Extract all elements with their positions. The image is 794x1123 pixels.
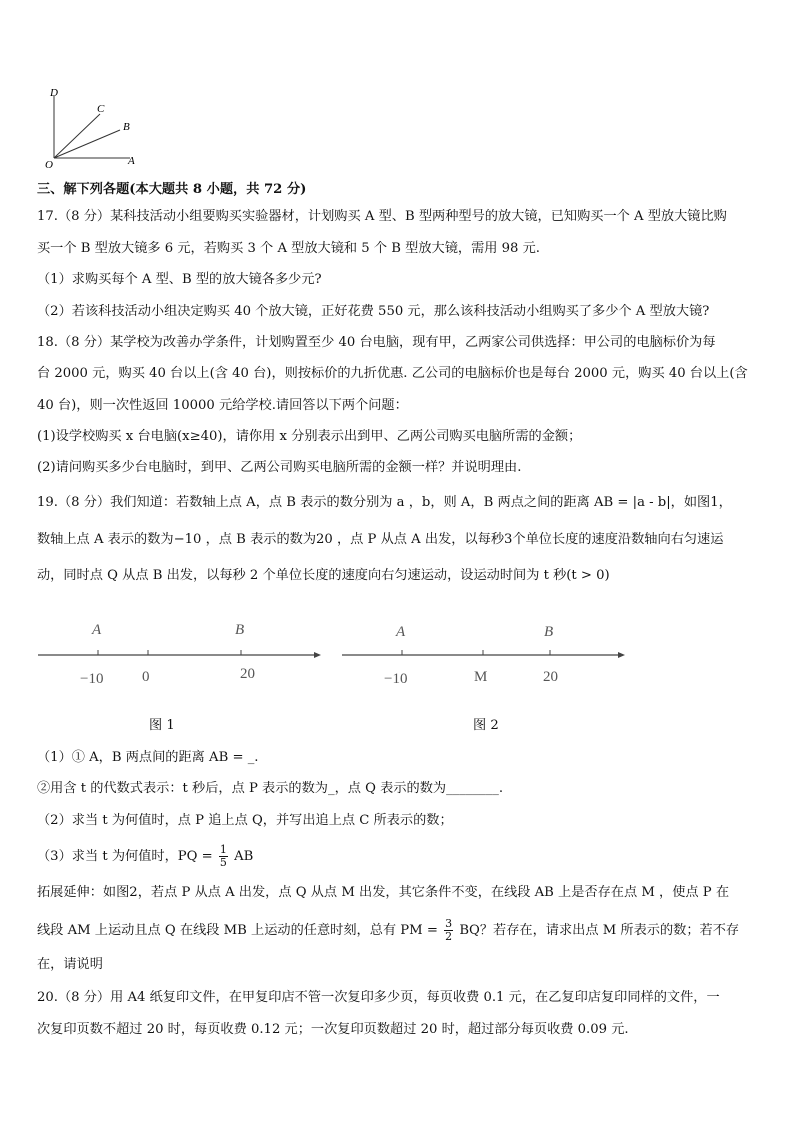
- q19-ext-line3: 在，请说明: [37, 957, 103, 972]
- fig2-caption: 图 2: [473, 718, 499, 733]
- label-a: A: [128, 155, 135, 167]
- q19-ext-line2-rest: BQ？若存在，请求出点 M 所表示的数；若不存: [459, 923, 740, 938]
- fig2-tick-neg10: −10: [384, 671, 408, 687]
- q17-sub2: （2）若该科技活动小组决定购买 40 个放大镜，正好花费 550 元，那么该科技活动小组购买了多少个 A 型放大镜?: [37, 304, 710, 319]
- q18-sub1: (1)设学校购买 x 台电脑(x≥40)，请你用 x 分别表示出到甲、乙两公司购买电脑所需的金额；: [37, 429, 582, 444]
- angle-figure: [40, 84, 150, 170]
- q19-sub3-text: （3）求当 t 为何值时，PQ =: [37, 849, 213, 864]
- fraction-three-halves: [444, 918, 453, 943]
- q18-line2: 台 2000 元，购买 40 台以上(含 40 台)，则按标价的九折优惠. 乙公司的电脑标价也是每台 2000 元，购买 40 台以上(含: [37, 366, 748, 381]
- q19-sub3: [37, 844, 253, 869]
- q19-sub3-ab: AB: [234, 849, 254, 864]
- q20-line1: 20.（8 分）用 A4 纸复印文件，在甲复印店不管一次复印多少页，每页收费 0.1 元，在乙复印店复印同样的文件，一: [37, 990, 720, 1005]
- q19-ext-line2: [37, 918, 739, 943]
- q19-line1: 19.（8 分）我们知道：若数轴上点 A，点 B 表示的数分别为 a ，b，则 A，B 两点之间的距离 AB = |a - b|，如图1，: [37, 495, 732, 510]
- q18-line1: 18.（8 分）某学校为改善办学条件，计划购置至少 40 台电脑，现有甲，乙两家公司供选择：甲公司的电脑标价为每: [37, 335, 716, 350]
- section-title: 三、解下列各题(本大题共 8 小题，共 72 分): [37, 182, 307, 197]
- fig2-label-a: A: [396, 624, 406, 640]
- number-line-fig2: [340, 612, 630, 692]
- q19-sub1b: ②用含 t 的代数式表示：t 秒后，点 P 表示的数为_，点 Q 表示的数为________.: [37, 781, 504, 796]
- q19-sub1: （1）① A，B 两点间的距离 AB = _.: [37, 750, 259, 765]
- label-o: O: [45, 159, 53, 170]
- q18-sub2: (2)请问购买多少台电脑时，到甲、乙两公司购买电脑所需的金额一样？并说明理由.: [37, 460, 522, 475]
- label-b: B: [123, 121, 130, 133]
- fig2-tick-m: M: [474, 669, 488, 685]
- fig2-tick-20: 20: [543, 669, 558, 685]
- q19-sub2: （2）求当 t 为何值时，点 P 追上点 Q，并写出追上点 C 所表示的数；: [37, 813, 453, 828]
- q20-line2: 次复印页数不超过 20 时，每页收费 0.12 元；一次复印页数超过 20 时，超过部分每页收费 0.09 元.: [37, 1022, 629, 1037]
- frac2-den: 2: [445, 930, 453, 943]
- q17-line2: 买一个 B 型放大镜多 6 元，若购买 3 个 A 型放大镜和 5 个 B 型放大镜，需用 98 元.: [37, 241, 540, 256]
- q18-line3: 40 台)，则一次性返回 10000 元给学校.请回答以下两个问题：: [37, 398, 408, 413]
- q17-line1: 17.（8 分）某科技活动小组要购买实验器材，计划购买 A 型、B 型两种型号的放大镜，已知购买一个 A 型放大镜比购: [37, 209, 727, 224]
- fig1-label-a: A: [92, 622, 102, 638]
- q19-line3: 动，同时点 Q 从点 B 出发，以每秒 2 个单位长度的速度向右匀速运动，设运动时间为 t 秒(t > 0): [37, 568, 610, 583]
- q17-sub1: （1）求购买每个 A 型、B 型的放大镜各多少元?: [37, 272, 322, 287]
- q19-ext-line1: 拓展延伸：如图2，若点 P 从点 A 出发，点 Q 从点 M 出发，其它条件不变，在线段 AB 上是否存在点 M ，使点 P 在: [37, 885, 730, 900]
- frac1-den: 5: [219, 856, 227, 869]
- fig1-tick-0: 0: [142, 669, 150, 685]
- number-line-fig1: [36, 612, 326, 692]
- q19-ext-line2-text: 线段 AM 上运动且点 Q 在线段 MB 上运动的任意时刻，总有 PM =: [37, 923, 438, 938]
- fig1-tick-20: 20: [240, 666, 255, 682]
- frac2-num: 3: [445, 917, 453, 930]
- label-d: D: [50, 87, 58, 99]
- label-c: C: [97, 103, 105, 115]
- q19-line2: 数轴上点 A 表示的数为−10 ，点 B 表示的数为20 ，点 P 从点 A 出发，以每秒3个单位长度的速度沿数轴向右匀速运: [37, 532, 724, 547]
- fig2-label-b: B: [544, 624, 554, 640]
- fig1-label-b: B: [235, 622, 245, 638]
- frac1-num: 1: [219, 843, 227, 856]
- fraction-one-fifth: [219, 844, 228, 869]
- fig1-caption: 图 1: [149, 718, 175, 733]
- fig1-tick-neg10: −10: [80, 671, 104, 687]
